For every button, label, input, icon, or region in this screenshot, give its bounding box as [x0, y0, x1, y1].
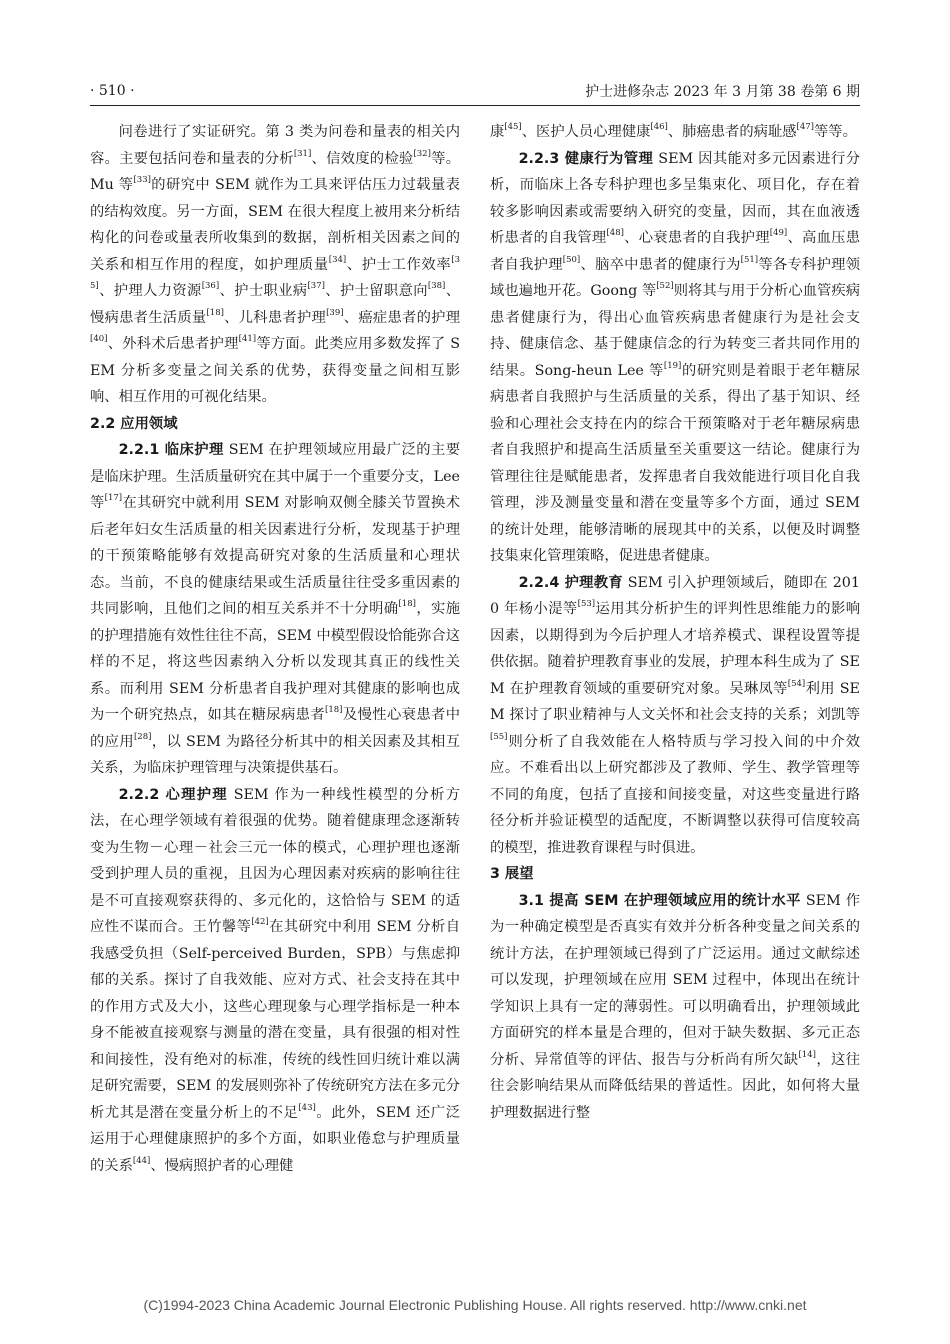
- left-column: [90, 119, 460, 1179]
- section-heading: 3 展望: [490, 866, 534, 882]
- citation-ref: [35]: [90, 254, 461, 291]
- citation-ref: [32]: [413, 148, 431, 159]
- citation-ref: [44]: [132, 1155, 151, 1166]
- citation-ref: [52]: [656, 281, 674, 291]
- citation-ref: [47]: [796, 122, 814, 132]
- paragraph: 2.2.1 临床护理 SEM 在护理领域应用最广泛的主要是临床护理。生活质量研究在其中属于一个重要分支，Lee 等[17]在其研究中就利用 SEM 对影响双侧全膝关节置换术后老年妇女生活质量的相关因素进行分析，发现基于护理的干预策略能够有效提高研究对象的生活质量和心理状态。当前，不良的健康结果或生活质量往往受多重因素的共同影响，且他们之间的相互关系并不十分明确[18]，实施的护理措施有效性往往不高，SEM 中模型假设恰能弥合这样的不足，将这些因素纳入分析以发现其真正的线性关系。而利用 SEM 分析患者自我护理对其健康的影响也成为一个研究热点，如其在糖尿病患者[18]及慢性心衰患者中的应用[28]，以 SEM 为路径分析其中的相关因素及其相互关系，为临床护理管理与决策提供基石。: [90, 442, 461, 776]
- citation-ref: [53]: [577, 599, 596, 609]
- paragraph: 问卷进行了实证研究。第 3 类为问卷和量表的相关内容。主要包括问卷和量表的分析[31]、信效度的检验[32]等。Mu 等[33]的研究中 SEM 就作为工具来评估压力过载量表的结构效度。另一方面，SEM 在很大程度上被用来分析结构化的问卷或量表所收集到的数据，剖析相关因素之间的关系和相互作用的程度，如护理质量[34]、护士工作效率[35]、护理人力资源[36]、护士职业病[37]、护士留职意向[38]、慢病患者生活质量[18]、儿科患者护理[39]、癌症患者的护理[40]、外科术后患者护理[41]等方面。此类应用多数发挥了 SEM 分析多变量之间关系的优势，获得变量之间相互影响、相互作用的可视化结果。: [90, 124, 461, 405]
- citation-ref: [33]: [133, 175, 151, 185]
- citation-ref: [18]: [206, 307, 224, 318]
- citation-ref: [46]: [650, 122, 668, 132]
- citation-ref: [34]: [328, 254, 347, 265]
- paragraph: 3.1 提高 SEM 在护理领域应用的统计水平 SEM 作为一种确定模型是否真实有效并分析各种变量之间关系的统计方法，在护理领域已得到了广泛运用。通过文献综述可以发现，护理领域在应用 SEM 过程中，体现出在统计学知识上具有一定的薄弱性。可以明确看出，护理领域此方面研究的样本量是合理的，但对于缺失数据、多元正态分析、异常值等的评估、报告与分析尚有所欠缺[14]，这往往会影响结果从而降低结果的普适性。因此，如何将大量护理数据进行整: [490, 892, 861, 1121]
- citation-ref: [18]: [325, 705, 343, 715]
- citation-ref: [31]: [293, 148, 312, 159]
- paragraph: 康[45]、医护人员心理健康[46]、肺癌患者的病耻感[47]等等。: [490, 122, 857, 140]
- citation-ref: [49]: [769, 228, 788, 238]
- citation-ref: [39]: [326, 307, 344, 318]
- citation-ref: [55]: [490, 731, 508, 742]
- right-column: [490, 119, 860, 1126]
- header-rule: [90, 105, 860, 106]
- subsection-heading: 2.2.4 护理教育: [518, 574, 623, 591]
- citation-ref: [54]: [787, 678, 806, 689]
- page-header: [90, 80, 860, 102]
- subsection-heading: 2.2.2 心理护理: [118, 786, 228, 803]
- copyright-footer: (C)1994-2023 China Academic Journal Electronic Publishing House. All rights reserved. http://www.cnki.net: [143, 1297, 807, 1313]
- citation-ref: [28]: [133, 731, 152, 742]
- subsection-heading: 2.2.3 健康行为管理: [518, 150, 654, 167]
- citation-ref: [50]: [562, 254, 581, 265]
- paragraph: 2.2.2 心理护理 SEM 作为一种线性模型的分析方法，在心理学领域有着很强的优势。随着健康理念逐渐转变为生物－心理－社会三元一体的模式，心理护理也逐渐受到护理人员的重视，且因为心理因素对疾病的影响往往是不可直接观察获得的、多元化的，这恰恰与 SEM 的适应性不谋而合。王竹馨等[42]在其研究中利用 SEM 分析自我感受负担（Self-perceived Burden，SPB）与焦虑抑郁的关系。探讨了自我效能、应对方式、社会支持在其中的作用方式及大小，这些心理现象与心理学指标是一种本身不能被直接观察与测量的潜在变量，具有很强的相对性和间接性，没有绝对的标准，传统的线性回归统计难以满足研究需要，SEM 的发展则弥补了传统研究方法在多元分析尤其是潜在变量分析上的不足[43]。此外，SEM 还广泛运用于心理健康照护的多个方面，如职业倦怠与护理质量的关系[44]、慢病照护者的心理健: [90, 786, 460, 1174]
- citation-ref: [43]: [298, 1102, 316, 1113]
- subsection-heading: 2.2.1 临床护理: [118, 442, 224, 458]
- citation-ref: [18]: [398, 599, 416, 609]
- citation-ref: [36]: [201, 281, 220, 291]
- paragraph: 2.2.4 护理教育 SEM 引入护理领域后，随即在 2010 年杨小湜等[53]运用其分析护生的评判性思维能力的影响因素，以期得到为今后护理人才培养模式、课程设置等提供依据。随着护理教育事业的发展，护理本科生成为了 SEM 在护理教育领域的重要研究对象。吴琳凤等[54]利用 SEM 探讨了职业精神与人文关怀和社会支持的关系；刘凯等[55]则分析了自我效能在人格特质与学习投入间的中介效应。不难看出以上研究都涉及了教师、学生、教学管理等不同的角度，包括了直接和间接变量，对这些变量进行路径分析并验证模型的适配度，不断调整以获得可信度较高的模型，推进教育课程与时俱进。: [490, 574, 861, 856]
- section-heading: 2.2 应用领域: [90, 415, 178, 432]
- citation-ref: [14]: [798, 1049, 816, 1060]
- citation-ref: [37]: [307, 281, 325, 291]
- journal-title: 护士进修杂志 2023 年 3 月第 38 卷第 6 期: [585, 84, 860, 100]
- citation-ref: [38]: [427, 281, 446, 291]
- citation-ref: [40]: [90, 334, 108, 344]
- subsection-heading: 3.1 提高 SEM 在护理领域应用的统计水平: [518, 892, 801, 909]
- citation-ref: [17]: [104, 493, 123, 503]
- paragraph: 2.2.3 健康行为管理 SEM 因其能对多元因素进行分析，而临床上各专科护理也多呈集束化、项目化，存在着较多影响因素或需要纳入研究的变量，因而，其在血液透析患者的自我管理[48]、心衰患者的自我护理[49]、高血压患者自我护理[50]、脑卒中患者的健康行为[51]等各专科护理领域也遍地开花。Goong 等[52]则将其与用于分析心血管疾病患者健康行为，得出心血管疾病患者健康行为是社会支持、健康信念、基于健康信念的行为转变三者共同作用的结果。Song-heun Lee 等[19]的研究则是着眼于老年糖尿病患者自我照护与生活质量的关系，得出了基于知识、经验和心理社会支持在内的综合干预策略对于老年糖尿病患者自我照护和提高生活质量至关重要这一结论。健康行为管理往往是赋能患者，发挥患者自我效能进行项目化自我管理，涉及测量变量和潜在变量等多个方面，通过 SEM 的统计处理，能够清晰的展现其中的关系，以便及时调整技集束化管理策略，促进患者健康。: [490, 150, 861, 564]
- citation-ref: [45]: [504, 122, 522, 132]
- page-number: · 510 ·: [90, 83, 135, 99]
- citation-ref: [41]: [238, 334, 257, 344]
- citation-ref: [48]: [606, 228, 624, 238]
- citation-ref: [51]: [740, 254, 759, 265]
- citation-ref: [42]: [251, 917, 269, 927]
- citation-ref: [19]: [663, 360, 682, 371]
